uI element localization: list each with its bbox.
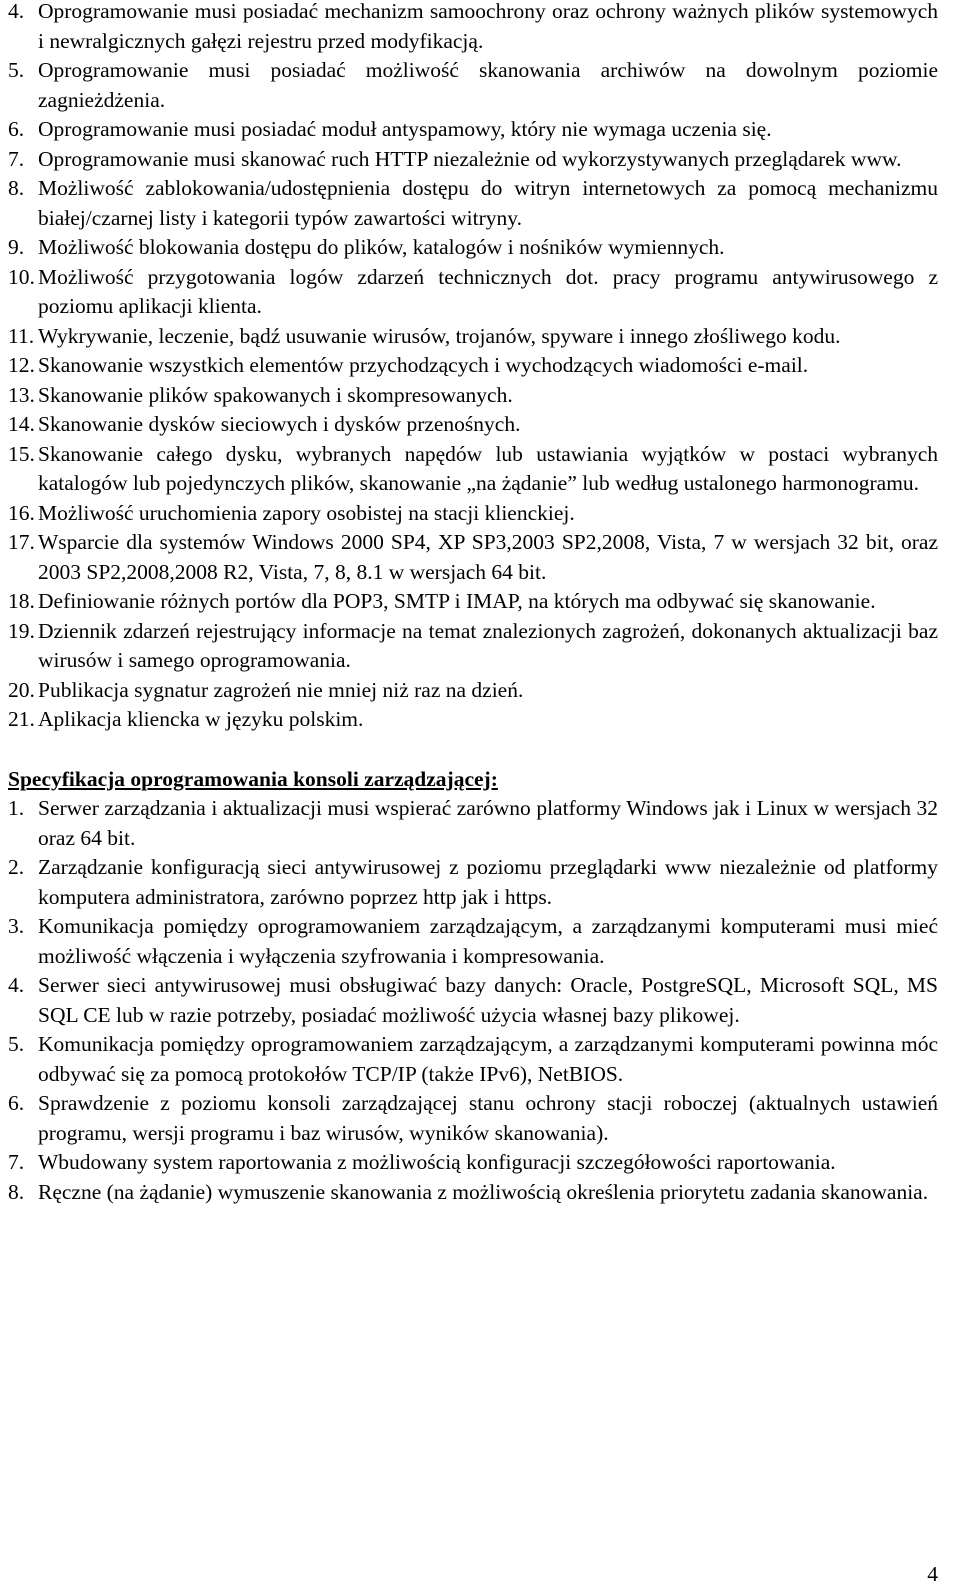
list-item: [8, 676, 938, 706]
list-item-number: 13.: [8, 382, 35, 407]
list-item-text: Zarządzanie konfiguracją sieci antywirusowej z poziomu przeglądarki www niezależnie od platformy komputera administratora, zarówno poprzez http jak i https.: [38, 855, 938, 909]
list-item-number: 7.: [8, 1150, 25, 1174]
list-item-text: Komunikacja pomiędzy oprogramowaniem zarządzającym, a zarządzanymi komputerami musi mieć możliwość włączenia i wyłączenia szyfrowania i kompresowania.: [38, 914, 938, 968]
list-item: [8, 381, 938, 411]
document-content: [8, 0, 938, 1207]
list-item-text: Oprogramowanie musi posiadać moduł antyspamowy, który nie wymaga uczenia się.: [38, 117, 772, 141]
list-item-text: Oprogramowanie musi posiadać mechanizm samoochrony oraz ochrony ważnych plików systemowych i newralgicznych gałęzi rejestru przed modyfikacją.: [38, 0, 938, 53]
list-item-text: Serwer zarządzania i aktualizacji musi wspierać zarówno platformy Windows jak i Linux w wersjach 32 oraz 64 bit.: [38, 796, 938, 850]
list-item-number: 4.: [8, 0, 25, 23]
list-item-text: Wbudowany system raportowania z możliwością konfiguracji szczegółowości raportowania.: [38, 1150, 836, 1174]
list-item-number: 18.: [8, 589, 35, 613]
list-item-text: Oprogramowanie musi skanować ruch HTTP niezależnie od wykorzystywanych przeglądarek www.: [38, 146, 902, 171]
list-item-text: Wykrywanie, leczenie, bądź usuwanie wirusów, trojanów, spyware i innego złośliwego kodu.: [38, 323, 841, 348]
list-item-number: 6.: [8, 117, 25, 141]
list-item: [8, 971, 938, 1030]
list-item-text: Możliwość przygotowania logów zdarzeń technicznych dot. pracy programu antywirusowego z poziomu aplikacji klienta.: [38, 264, 938, 318]
list-item-number: 19.: [8, 618, 35, 643]
list-item-number: 8.: [8, 176, 25, 200]
list-item-text: Dziennik zdarzeń rejestrujący informacje na temat znalezionych zagrożeń, dokonanych aktualizacji baz wirusów i samego oprogramowania.: [38, 618, 938, 672]
list-item-text: Definiowanie różnych portów dla POP3, SMTP i IMAP, na których ma odbywać się skanowanie.: [38, 589, 876, 613]
list-item-number: 12.: [8, 353, 35, 377]
list-item: [8, 587, 938, 617]
list-item-text: Możliwość blokowania dostępu do plików, katalogów i nośników wymiennych.: [38, 235, 725, 259]
list-item-number: 14.: [8, 412, 35, 436]
list-item: [8, 794, 938, 853]
list-item: [8, 617, 938, 676]
list-item-text: Skanowanie wszystkich elementów przychodzących i wychodzących wiadomości e-mail.: [38, 353, 809, 377]
list-item: [8, 499, 938, 529]
list-item-text: Ręczne (na żądanie) wymuszenie skanowania z możliwością określenia priorytetu zadania skanowania.: [38, 1179, 929, 1204]
list-item: [8, 56, 938, 115]
list-item-text: Skanowanie plików spakowanych i skompresowanych.: [38, 382, 513, 407]
list-item: [8, 853, 938, 912]
section-title: Specyfikacja oprogramowania konsoli zarządzającej:: [8, 766, 498, 791]
list-item-number: 5.: [8, 58, 25, 82]
list-item: [8, 322, 938, 352]
list-item-number: 21.: [8, 707, 35, 731]
list-item-number: 1.: [8, 796, 25, 820]
list-item: [8, 1030, 938, 1089]
list-item-number: 6.: [8, 1091, 25, 1115]
list-item: [8, 410, 938, 440]
list-item: [8, 1178, 938, 1208]
list-item-text: Skanowanie całego dysku, wybranych napędów lub ustawiania wyjątków w postaci wybranych katalogów lub pojedynczych plików, skanowanie „na żądanie” lub według ustalonego harmonogramu.: [38, 441, 938, 495]
list-item-text: Sprawdzenie z poziomu konsoli zarządzającej stanu ochrony stacji roboczej (aktualnych ustawień programu, wersji programu i baz wirusów, wyników skanowania).: [38, 1091, 938, 1145]
list-item-text: Możliwość uruchomienia zapory osobistej na stacji klienckiej.: [38, 500, 575, 525]
list-item: [8, 233, 938, 263]
list-item-text: Oprogramowanie musi posiadać możliwość skanowania archiwów na dowolnym poziomie zagnieżdżenia.: [38, 58, 938, 112]
list-item-text: Wsparcie dla systemów Windows 2000 SP4, XP SP3,2003 SP2,2008, Vista, 7 w wersjach 32 bit, oraz 2003 SP2,2008,2008 R2, Vista, 7, 8, 8.1 w wersjach 64 bit.: [38, 530, 938, 584]
list-item: [8, 263, 938, 322]
list-item: [8, 912, 938, 971]
list-item: [8, 440, 938, 499]
page-number: 4: [927, 1562, 938, 1586]
list-item-text: Możliwość zablokowania/udostępnienia dostępu do witryn internetowych za pomocą mechanizmu białej/czarnej listy i kategorii typów zawartości witryny.: [38, 176, 938, 230]
list-item: [8, 115, 938, 145]
list-item: [8, 174, 938, 233]
list-item-number: 2.: [8, 855, 25, 879]
list-item-number: 3.: [8, 914, 25, 938]
list-item: [8, 705, 938, 735]
list-item-number: 10.: [8, 264, 35, 289]
list-item-number: 5.: [8, 1032, 25, 1056]
list-item-number: 16.: [8, 500, 35, 525]
list-item: [8, 351, 938, 381]
client-software-requirements-list: [8, 0, 938, 735]
list-item: [8, 0, 938, 56]
list-item: [8, 1148, 938, 1178]
list-item-number: 8.: [8, 1179, 25, 1204]
list-item: [8, 528, 938, 587]
management-console-requirements-list: [8, 794, 938, 1207]
list-item: [8, 1089, 938, 1148]
list-item-number: 9.: [8, 235, 25, 259]
list-item-text: Skanowanie dysków sieciowych i dysków przenośnych.: [38, 412, 521, 436]
list-item-number: 7.: [8, 146, 25, 171]
list-item-number: 17.: [8, 530, 35, 554]
list-item-text: Aplikacja kliencka w języku polskim.: [38, 707, 364, 731]
list-item-text: Serwer sieci antywirusowej musi obsługiwać bazy danych: Oracle, PostgreSQL, Microsoft SQL, MS SQL CE lub w razie potrzeby, posiadać możliwość użycia własnej bazy plikowej.: [38, 973, 938, 1027]
list-item-number: 4.: [8, 973, 25, 997]
list-item-text: Komunikacja pomiędzy oprogramowaniem zarządzającym, a zarządzanymi komputerami powinna móc odbywać się za pomocą protokołów TCP/IP (także IPv6), NetBIOS.: [38, 1032, 938, 1086]
list-item-number: 20.: [8, 677, 35, 702]
list-item-number: 11.: [8, 323, 35, 348]
list-item: [8, 145, 938, 175]
list-item-text: Publikacja sygnatur zagrożeń nie mniej niż raz na dzień.: [38, 677, 524, 702]
list-item-number: 15.: [8, 441, 35, 466]
